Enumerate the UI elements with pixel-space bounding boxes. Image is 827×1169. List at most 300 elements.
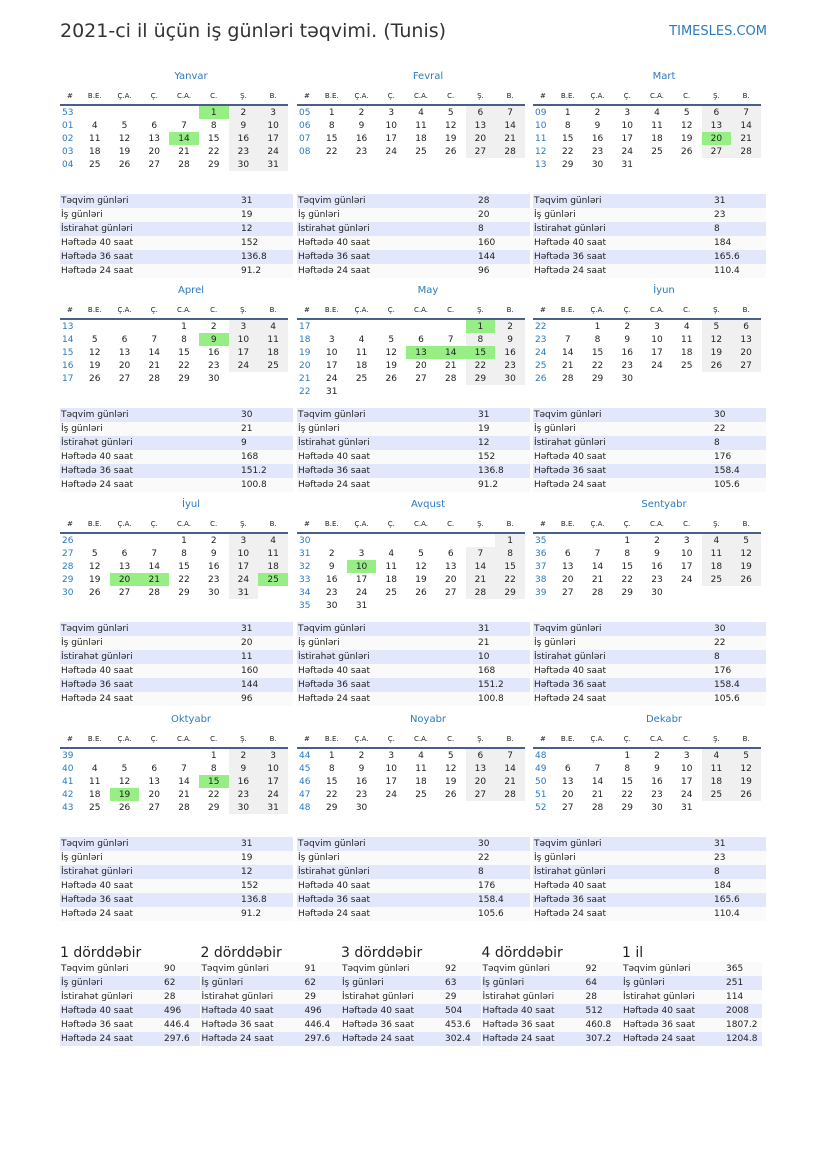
day-cell[interactable]: 20: [562, 574, 574, 585]
day-cell[interactable]: 14: [178, 776, 190, 787]
holiday-cell[interactable]: 20: [702, 132, 732, 145]
day-cell[interactable]: 27: [466, 788, 496, 801]
day-cell[interactable]: 11: [355, 347, 368, 358]
day-cell[interactable]: 11: [258, 333, 288, 346]
day-cell[interactable]: 22: [207, 789, 220, 800]
day-cell[interactable]: 16: [207, 347, 220, 358]
day-cell[interactable]: 8: [181, 334, 187, 345]
day-cell[interactable]: 14: [591, 561, 604, 572]
day-cell[interactable]: 10: [651, 334, 663, 345]
day-cell[interactable]: 1: [328, 750, 335, 761]
day-cell[interactable]: 28: [562, 373, 574, 384]
holiday-cell[interactable]: 10: [347, 560, 377, 573]
holiday-cell[interactable]: 19: [110, 788, 140, 801]
day-cell[interactable]: 16: [355, 133, 368, 144]
day-cell[interactable]: 16: [229, 132, 259, 145]
day-cell[interactable]: 18: [415, 133, 427, 144]
day-cell[interactable]: 3: [388, 107, 395, 118]
day-cell[interactable]: 22: [562, 146, 574, 157]
day-cell[interactable]: 12: [731, 762, 761, 775]
day-cell[interactable]: 27: [562, 802, 574, 813]
day-cell[interactable]: 23: [651, 574, 663, 585]
day-cell[interactable]: 26: [444, 789, 457, 800]
day-cell[interactable]: 24: [355, 587, 368, 598]
day-cell[interactable]: 8: [594, 334, 601, 345]
day-cell[interactable]: 30: [495, 372, 525, 385]
day-cell[interactable]: 10: [385, 120, 397, 131]
day-cell[interactable]: 7: [594, 548, 601, 559]
day-cell[interactable]: 18: [89, 146, 101, 157]
day-cell[interactable]: 22: [621, 574, 633, 585]
day-cell[interactable]: 12: [731, 547, 761, 560]
day-cell[interactable]: 6: [151, 763, 158, 774]
day-cell[interactable]: 13: [444, 561, 457, 572]
day-cell[interactable]: 8: [564, 120, 571, 131]
day-cell[interactable]: 13: [148, 133, 160, 144]
day-cell[interactable]: 4: [258, 533, 288, 547]
day-cell[interactable]: 4: [702, 533, 732, 547]
day-cell[interactable]: 31: [355, 600, 368, 611]
day-cell[interactable]: 29: [178, 373, 190, 384]
holiday-cell[interactable]: 1: [199, 105, 229, 119]
day-cell[interactable]: 4: [418, 107, 424, 118]
day-cell[interactable]: 23: [651, 789, 663, 800]
day-cell[interactable]: 8: [181, 548, 187, 559]
day-cell[interactable]: 23: [207, 360, 220, 371]
day-cell[interactable]: 23: [621, 360, 633, 371]
day-cell[interactable]: 27: [118, 587, 131, 598]
day-cell[interactable]: 16: [591, 133, 604, 144]
day-cell[interactable]: 17: [355, 574, 368, 585]
day-cell[interactable]: 5: [702, 319, 732, 333]
day-cell[interactable]: 5: [447, 750, 454, 761]
day-cell[interactable]: 18: [258, 560, 288, 573]
day-cell[interactable]: 28: [466, 586, 496, 599]
day-cell[interactable]: 1: [564, 107, 571, 118]
day-cell[interactable]: 28: [591, 587, 604, 598]
day-cell[interactable]: 14: [562, 347, 574, 358]
day-cell[interactable]: 19: [89, 360, 101, 371]
day-cell[interactable]: 2: [210, 535, 217, 546]
day-cell[interactable]: 15: [621, 776, 633, 787]
day-cell[interactable]: 30: [207, 373, 220, 384]
day-cell[interactable]: 11: [680, 334, 693, 345]
day-cell[interactable]: 30: [621, 373, 633, 384]
day-cell[interactable]: 7: [447, 334, 454, 345]
day-cell[interactable]: 21: [495, 132, 525, 145]
day-cell[interactable]: 22: [207, 146, 220, 157]
day-cell[interactable]: 15: [495, 560, 525, 573]
brand-link[interactable]: TIMESLES.COM: [669, 24, 767, 39]
day-cell[interactable]: 6: [466, 105, 496, 119]
day-cell[interactable]: 25: [702, 573, 732, 586]
holiday-cell[interactable]: 15: [199, 775, 229, 788]
day-cell[interactable]: 20: [466, 775, 496, 788]
day-cell[interactable]: 13: [118, 561, 131, 572]
day-cell[interactable]: 23: [326, 587, 338, 598]
day-cell[interactable]: 18: [89, 789, 101, 800]
day-cell[interactable]: 15: [326, 133, 338, 144]
day-cell[interactable]: 11: [385, 561, 397, 572]
day-cell[interactable]: 29: [178, 587, 190, 598]
day-cell[interactable]: 20: [562, 789, 574, 800]
day-cell[interactable]: 29: [621, 587, 633, 598]
day-cell[interactable]: 6: [121, 334, 128, 345]
day-cell[interactable]: 29: [495, 586, 525, 599]
day-cell[interactable]: 23: [495, 359, 525, 372]
day-cell[interactable]: 15: [326, 776, 338, 787]
day-cell[interactable]: 5: [121, 120, 128, 131]
day-cell[interactable]: 8: [624, 548, 631, 559]
day-cell[interactable]: 24: [326, 373, 338, 384]
day-cell[interactable]: 20: [415, 360, 427, 371]
day-cell[interactable]: 24: [385, 146, 397, 157]
day-cell[interactable]: 19: [731, 560, 761, 573]
day-cell[interactable]: 20: [444, 574, 457, 585]
day-cell[interactable]: 16: [651, 776, 663, 787]
day-cell[interactable]: 18: [702, 560, 732, 573]
day-cell[interactable]: 22: [621, 789, 633, 800]
day-cell[interactable]: 6: [731, 319, 761, 333]
day-cell[interactable]: 25: [651, 146, 663, 157]
day-cell[interactable]: 6: [564, 763, 571, 774]
day-cell[interactable]: 3: [624, 107, 631, 118]
day-cell[interactable]: 17: [385, 133, 397, 144]
day-cell[interactable]: 1: [328, 107, 335, 118]
day-cell[interactable]: 22: [466, 359, 496, 372]
day-cell[interactable]: 19: [118, 146, 131, 157]
day-cell[interactable]: 14: [495, 119, 525, 132]
day-cell[interactable]: 13: [466, 119, 496, 132]
day-cell[interactable]: 4: [388, 548, 395, 559]
day-cell[interactable]: 1: [495, 533, 525, 547]
day-cell[interactable]: 3: [358, 548, 365, 559]
day-cell[interactable]: 30: [591, 159, 604, 170]
day-cell[interactable]: 21: [591, 574, 604, 585]
day-cell[interactable]: 12: [118, 133, 131, 144]
day-cell[interactable]: 7: [151, 334, 158, 345]
day-cell[interactable]: 26: [680, 146, 693, 157]
day-cell[interactable]: 21: [495, 775, 525, 788]
day-cell[interactable]: 2: [654, 750, 660, 761]
day-cell[interactable]: 26: [444, 146, 457, 157]
holiday-cell[interactable]: 21: [139, 573, 169, 586]
day-cell[interactable]: 10: [229, 333, 259, 346]
day-cell[interactable]: 11: [415, 763, 427, 774]
day-cell[interactable]: 11: [258, 547, 288, 560]
day-cell[interactable]: 2: [210, 321, 217, 332]
day-cell[interactable]: 19: [702, 346, 732, 359]
day-cell[interactable]: 18: [385, 574, 397, 585]
day-cell[interactable]: 9: [358, 763, 365, 774]
day-cell[interactable]: 20: [466, 132, 496, 145]
day-cell[interactable]: 24: [680, 789, 693, 800]
day-cell[interactable]: 12: [89, 561, 101, 572]
day-cell[interactable]: 16: [355, 776, 368, 787]
day-cell[interactable]: 25: [89, 159, 101, 170]
day-cell[interactable]: 4: [683, 321, 690, 332]
day-cell[interactable]: 16: [229, 775, 259, 788]
day-cell[interactable]: 19: [89, 574, 101, 585]
day-cell[interactable]: 21: [591, 789, 604, 800]
day-cell[interactable]: 11: [415, 120, 427, 131]
day-cell[interactable]: 11: [89, 133, 101, 144]
day-cell[interactable]: 9: [358, 120, 365, 131]
day-cell[interactable]: 18: [415, 776, 427, 787]
day-cell[interactable]: 11: [651, 120, 663, 131]
day-cell[interactable]: 19: [680, 133, 693, 144]
day-cell[interactable]: 10: [680, 548, 693, 559]
day-cell[interactable]: 17: [229, 346, 259, 359]
day-cell[interactable]: 21: [466, 573, 496, 586]
day-cell[interactable]: 20: [118, 360, 131, 371]
day-cell[interactable]: 13: [118, 347, 131, 358]
day-cell[interactable]: 16: [326, 574, 338, 585]
day-cell[interactable]: 29: [326, 802, 338, 813]
day-cell[interactable]: 2: [654, 535, 660, 546]
day-cell[interactable]: 24: [229, 359, 259, 372]
day-cell[interactable]: 13: [148, 776, 160, 787]
day-cell[interactable]: 15: [178, 561, 190, 572]
day-cell[interactable]: 12: [444, 763, 457, 774]
day-cell[interactable]: 25: [89, 802, 101, 813]
day-cell[interactable]: 3: [388, 750, 395, 761]
day-cell[interactable]: 26: [702, 359, 732, 372]
day-cell[interactable]: 3: [328, 334, 335, 345]
day-cell[interactable]: 10: [258, 762, 288, 775]
holiday-cell[interactable]: 14: [436, 346, 466, 359]
day-cell[interactable]: 17: [385, 776, 397, 787]
day-cell[interactable]: 10: [621, 120, 633, 131]
day-cell[interactable]: 7: [181, 120, 187, 131]
day-cell[interactable]: 26: [385, 373, 397, 384]
day-cell[interactable]: 28: [591, 802, 604, 813]
day-cell[interactable]: 24: [229, 573, 259, 586]
holiday-cell[interactable]: 9: [199, 333, 229, 346]
day-cell[interactable]: 10: [229, 547, 259, 560]
day-cell[interactable]: 17: [621, 133, 633, 144]
day-cell[interactable]: 31: [229, 586, 259, 599]
day-cell[interactable]: 28: [495, 145, 525, 158]
day-cell[interactable]: 26: [118, 159, 131, 170]
holiday-cell[interactable]: 25: [258, 573, 288, 586]
day-cell[interactable]: 5: [447, 107, 454, 118]
day-cell[interactable]: 30: [207, 587, 220, 598]
day-cell[interactable]: 18: [258, 346, 288, 359]
day-cell[interactable]: 18: [355, 360, 368, 371]
day-cell[interactable]: 6: [447, 548, 454, 559]
day-cell[interactable]: 28: [148, 373, 160, 384]
day-cell[interactable]: 7: [151, 548, 158, 559]
day-cell[interactable]: 4: [358, 334, 365, 345]
day-cell[interactable]: 16: [495, 346, 525, 359]
day-cell[interactable]: 13: [562, 776, 574, 787]
day-cell[interactable]: 19: [385, 360, 397, 371]
day-cell[interactable]: 1: [181, 321, 187, 332]
day-cell[interactable]: 30: [355, 802, 368, 813]
day-cell[interactable]: 29: [562, 159, 574, 170]
day-cell[interactable]: 18: [680, 347, 693, 358]
day-cell[interactable]: 29: [207, 802, 220, 813]
day-cell[interactable]: 30: [229, 158, 259, 171]
day-cell[interactable]: 23: [591, 146, 604, 157]
day-cell[interactable]: 11: [702, 762, 732, 775]
day-cell[interactable]: 27: [148, 159, 160, 170]
day-cell[interactable]: 17: [229, 560, 259, 573]
day-cell[interactable]: 25: [415, 789, 427, 800]
day-cell[interactable]: 30: [651, 802, 663, 813]
day-cell[interactable]: 13: [562, 561, 574, 572]
day-cell[interactable]: 25: [680, 360, 693, 371]
day-cell[interactable]: 8: [495, 547, 525, 560]
day-cell[interactable]: 24: [621, 146, 633, 157]
day-cell[interactable]: 3: [258, 748, 288, 762]
day-cell[interactable]: 2: [594, 107, 601, 118]
day-cell[interactable]: 10: [385, 763, 397, 774]
day-cell[interactable]: 28: [444, 373, 457, 384]
day-cell[interactable]: 20: [148, 789, 160, 800]
day-cell[interactable]: 5: [731, 533, 761, 547]
day-cell[interactable]: 27: [702, 145, 732, 158]
day-cell[interactable]: 3: [229, 533, 259, 547]
day-cell[interactable]: 5: [731, 748, 761, 762]
day-cell[interactable]: 2: [358, 107, 365, 118]
day-cell[interactable]: 12: [680, 120, 693, 131]
day-cell[interactable]: 3: [258, 105, 288, 119]
day-cell[interactable]: 10: [258, 119, 288, 132]
day-cell[interactable]: 24: [651, 360, 663, 371]
day-cell[interactable]: 3: [683, 535, 690, 546]
day-cell[interactable]: 26: [118, 802, 131, 813]
day-cell[interactable]: 10: [326, 347, 338, 358]
day-cell[interactable]: 28: [178, 159, 190, 170]
day-cell[interactable]: 11: [89, 776, 101, 787]
day-cell[interactable]: 31: [326, 386, 338, 397]
day-cell[interactable]: 25: [258, 359, 288, 372]
day-cell[interactable]: 27: [731, 359, 761, 372]
day-cell[interactable]: 16: [621, 347, 633, 358]
day-cell[interactable]: 15: [562, 133, 574, 144]
day-cell[interactable]: 17: [680, 776, 693, 787]
day-cell[interactable]: 20: [148, 146, 160, 157]
day-cell[interactable]: 21: [444, 360, 457, 371]
day-cell[interactable]: 4: [654, 107, 660, 118]
day-cell[interactable]: 27: [148, 802, 160, 813]
day-cell[interactable]: 27: [466, 145, 496, 158]
day-cell[interactable]: 19: [731, 775, 761, 788]
day-cell[interactable]: 29: [621, 802, 633, 813]
day-cell[interactable]: 1: [210, 750, 217, 761]
day-cell[interactable]: 4: [91, 763, 98, 774]
day-cell[interactable]: 8: [328, 120, 335, 131]
day-cell[interactable]: 5: [121, 763, 128, 774]
day-cell[interactable]: 1: [624, 750, 631, 761]
day-cell[interactable]: 22: [178, 360, 190, 371]
day-cell[interactable]: 14: [731, 119, 761, 132]
day-cell[interactable]: 22: [591, 360, 604, 371]
day-cell[interactable]: 5: [91, 548, 98, 559]
day-cell[interactable]: 6: [418, 334, 424, 345]
day-cell[interactable]: 6: [151, 120, 158, 131]
day-cell[interactable]: 23: [355, 146, 368, 157]
day-cell[interactable]: 19: [444, 133, 457, 144]
day-cell[interactable]: 3: [229, 319, 259, 333]
day-cell[interactable]: 8: [328, 763, 335, 774]
day-cell[interactable]: 27: [118, 373, 131, 384]
day-cell[interactable]: 1: [624, 535, 631, 546]
day-cell[interactable]: 30: [229, 801, 259, 814]
day-cell[interactable]: 24: [680, 574, 693, 585]
day-cell[interactable]: 17: [651, 347, 663, 358]
day-cell[interactable]: 4: [258, 319, 288, 333]
day-cell[interactable]: 29: [466, 372, 496, 385]
day-cell[interactable]: 18: [651, 133, 663, 144]
day-cell[interactable]: 9: [495, 333, 525, 346]
day-cell[interactable]: 15: [621, 561, 633, 572]
day-cell[interactable]: 27: [562, 587, 574, 598]
day-cell[interactable]: 14: [148, 561, 160, 572]
day-cell[interactable]: 23: [355, 789, 368, 800]
day-cell[interactable]: 19: [444, 776, 457, 787]
day-cell[interactable]: 7: [181, 763, 187, 774]
day-cell[interactable]: 31: [680, 802, 693, 813]
day-cell[interactable]: 9: [594, 120, 601, 131]
day-cell[interactable]: 26: [89, 373, 101, 384]
day-cell[interactable]: 1: [181, 535, 187, 546]
day-cell[interactable]: 31: [258, 801, 288, 814]
day-cell[interactable]: 5: [91, 334, 98, 345]
day-cell[interactable]: 17: [680, 561, 693, 572]
day-cell[interactable]: 23: [207, 574, 220, 585]
day-cell[interactable]: 21: [178, 789, 190, 800]
day-cell[interactable]: 31: [258, 158, 288, 171]
day-cell[interactable]: 12: [385, 347, 397, 358]
day-cell[interactable]: 22: [178, 574, 190, 585]
day-cell[interactable]: 13: [702, 119, 732, 132]
day-cell[interactable]: 29: [207, 159, 220, 170]
day-cell[interactable]: 16: [207, 561, 220, 572]
day-cell[interactable]: 17: [258, 775, 288, 788]
day-cell[interactable]: 17: [326, 360, 338, 371]
holiday-cell[interactable]: 14: [169, 132, 199, 145]
day-cell[interactable]: 25: [385, 587, 397, 598]
day-cell[interactable]: 4: [91, 120, 98, 131]
day-cell[interactable]: 6: [702, 105, 732, 119]
day-cell[interactable]: 12: [444, 120, 457, 131]
day-cell[interactable]: 9: [654, 548, 660, 559]
day-cell[interactable]: 30: [326, 600, 338, 611]
day-cell[interactable]: 4: [702, 748, 732, 762]
day-cell[interactable]: 28: [148, 587, 160, 598]
day-cell[interactable]: 20: [731, 346, 761, 359]
day-cell[interactable]: 21: [562, 360, 574, 371]
day-cell[interactable]: 2: [624, 321, 631, 332]
day-cell[interactable]: 9: [229, 762, 259, 775]
day-cell[interactable]: 26: [731, 788, 761, 801]
holiday-cell[interactable]: 1: [466, 319, 496, 333]
day-cell[interactable]: 26: [731, 573, 761, 586]
day-cell[interactable]: 21: [178, 146, 190, 157]
day-cell[interactable]: 9: [624, 334, 631, 345]
day-cell[interactable]: 8: [466, 333, 496, 346]
day-cell[interactable]: 17: [258, 132, 288, 145]
day-cell[interactable]: 2: [229, 748, 259, 762]
day-cell[interactable]: 28: [178, 802, 190, 813]
day-cell[interactable]: 9: [210, 548, 217, 559]
day-cell[interactable]: 26: [89, 587, 101, 598]
day-cell[interactable]: 4: [418, 750, 424, 761]
day-cell[interactable]: 9: [229, 119, 259, 132]
